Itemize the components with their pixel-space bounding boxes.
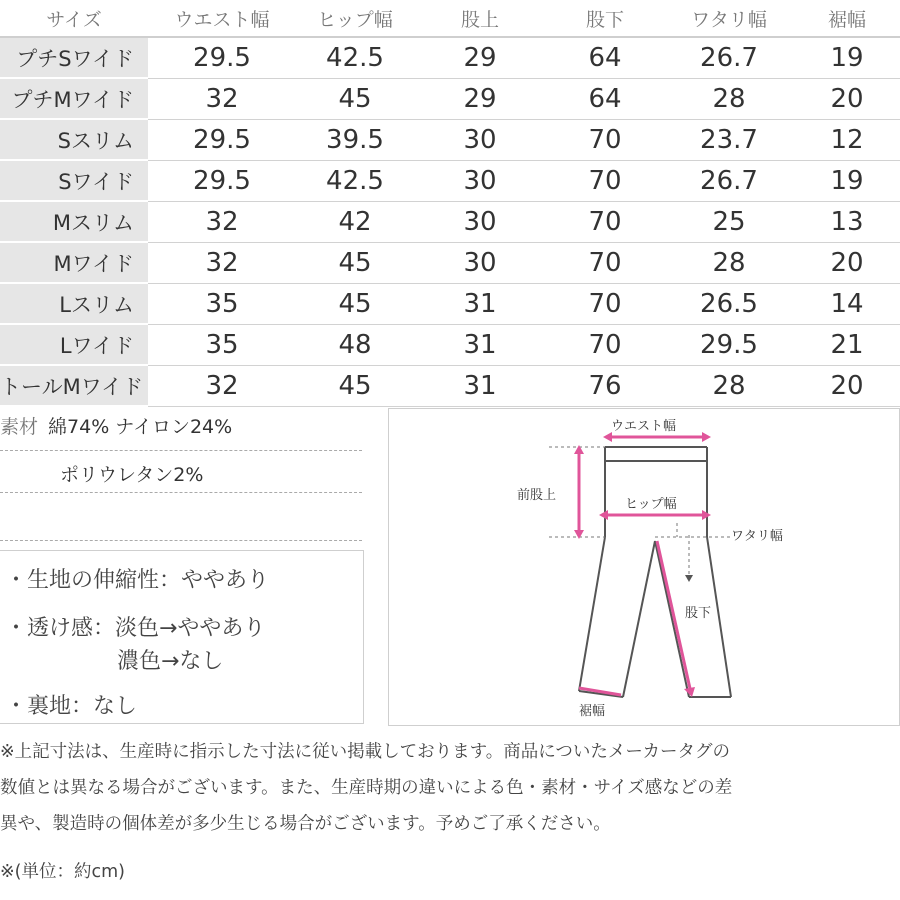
table-cell: 26.7 [664, 37, 794, 78]
label-front-rise: 前股上 [517, 488, 557, 503]
table-cell: 30 [414, 160, 546, 201]
table-cell: 21 [794, 324, 900, 365]
table-cell: 32 [148, 242, 296, 283]
material-line-1 [0, 412, 232, 439]
table-cell: 42.5 [296, 37, 414, 78]
table-cell: 26.7 [664, 160, 794, 201]
table-cell: 35 [148, 283, 296, 324]
row-size-label: Sスリム [0, 119, 148, 160]
table-cell: 20 [794, 78, 900, 119]
header-size: サイズ [0, 0, 148, 37]
table-row [0, 242, 900, 283]
table-cell: 70 [546, 283, 664, 324]
disclaimer-notes [0, 734, 900, 842]
table-cell: 32 [148, 201, 296, 242]
header-hip: ヒップ幅 [296, 0, 414, 37]
table-row [0, 365, 900, 406]
table-cell: 45 [296, 78, 414, 119]
row-size-label: Mスリム [0, 201, 148, 242]
stretch-text: ・生地の伸縮性：ややあり [5, 568, 270, 593]
table-cell: 20 [794, 365, 900, 406]
label-thigh: ワタリ幅 [731, 529, 783, 544]
label-waist: ウエスト幅 [611, 419, 677, 434]
row-size-label: Lスリム [0, 283, 148, 324]
table-cell: 39.5 [296, 119, 414, 160]
table-cell: 70 [546, 119, 664, 160]
table-row [0, 119, 900, 160]
table-cell: 28 [664, 78, 794, 119]
table-cell: 32 [148, 78, 296, 119]
arrow-down-icon [685, 575, 693, 582]
table-cell: 70 [546, 160, 664, 201]
row-size-label: Mワイド [0, 242, 148, 283]
table-cell: 45 [296, 242, 414, 283]
table-cell: 29.5 [664, 324, 794, 365]
table-cell: 31 [414, 365, 546, 406]
pants-outline [579, 447, 731, 697]
table-cell: 32 [148, 365, 296, 406]
header-waist: ウエスト幅 [148, 0, 296, 37]
table-row [0, 201, 900, 242]
label-hem: 裾幅 [579, 704, 606, 719]
table-cell: 19 [794, 37, 900, 78]
table-cell: 70 [546, 324, 664, 365]
table-cell: 76 [546, 365, 664, 406]
table-cell: 31 [414, 283, 546, 324]
table-header-row [0, 0, 900, 37]
table-row [0, 283, 900, 324]
table-cell: 64 [546, 78, 664, 119]
material-line-2: ポリウレタン2% [60, 464, 204, 486]
unit-note: ※(単位：約cm) [0, 862, 125, 882]
pants-illustration [389, 409, 900, 726]
header-thigh: ワタリ幅 [664, 0, 794, 37]
table-row [0, 37, 900, 78]
table-cell: 20 [794, 242, 900, 283]
row-size-label: プチSワイド [0, 37, 148, 78]
sheerness-text: ・透け感：淡色→ややあり [5, 616, 266, 641]
sheerness-dark-text: 濃色→なし [117, 649, 224, 674]
table-cell: 14 [794, 283, 900, 324]
table-cell: 42 [296, 201, 414, 242]
table-cell: 28 [664, 242, 794, 283]
table-cell: 23.7 [664, 119, 794, 160]
divider [0, 492, 362, 493]
table-cell: 30 [414, 242, 546, 283]
row-size-label: トールMワイド [0, 365, 148, 406]
fabric-properties-box [0, 550, 364, 724]
table-row [0, 78, 900, 119]
table-cell: 29.5 [148, 160, 296, 201]
divider [0, 540, 362, 541]
table-row [0, 160, 900, 201]
table-cell: 42.5 [296, 160, 414, 201]
material-label: 素材 [0, 416, 39, 438]
table-cell: 31 [414, 324, 546, 365]
arrow-heads [574, 432, 711, 697]
header-inseam: 股下 [546, 0, 664, 37]
label-hip: ヒップ幅 [625, 497, 677, 512]
table-cell: 13 [794, 201, 900, 242]
table-cell: 45 [296, 283, 414, 324]
table-cell: 45 [296, 365, 414, 406]
table-cell: 26.5 [664, 283, 794, 324]
row-size-label: Lワイド [0, 324, 148, 365]
lining-text: ・裏地：なし [5, 694, 138, 719]
table-cell: 64 [546, 37, 664, 78]
table-cell: 30 [414, 119, 546, 160]
table-cell: 28 [664, 365, 794, 406]
row-size-label: プチMワイド [0, 78, 148, 119]
header-hem: 裾幅 [794, 0, 900, 37]
header-rise: 股上 [414, 0, 546, 37]
note-line-1: ※上記寸法は、生産時に指示した寸法に従い掲載しております。商品についたメーカータグの [0, 742, 731, 762]
table-cell: 70 [546, 242, 664, 283]
table-cell: 25 [664, 201, 794, 242]
table-cell: 30 [414, 201, 546, 242]
table-cell: 29 [414, 78, 546, 119]
pants-measurement-diagram [388, 408, 900, 726]
note-line-2: 数値とは異なる場合がございます。また、生産時期の違いによる色・素材・サイズ感などの差 [0, 778, 733, 798]
material-composition: 綿74% ナイロン24% [48, 416, 233, 438]
note-line-3: 異や、製造時の個体差が多少生じる場合がございます。予めご了承ください。 [0, 814, 611, 834]
table-cell: 12 [794, 119, 900, 160]
table-cell: 48 [296, 324, 414, 365]
label-inseam: 股下 [685, 606, 712, 621]
table-row [0, 324, 900, 365]
table-cell: 29.5 [148, 119, 296, 160]
measurement-arrows [579, 437, 707, 695]
table-cell: 70 [546, 201, 664, 242]
size-table [0, 0, 900, 407]
table-cell: 35 [148, 324, 296, 365]
divider [0, 450, 362, 451]
row-size-label: Sワイド [0, 160, 148, 201]
table-cell: 19 [794, 160, 900, 201]
table-cell: 29.5 [148, 37, 296, 78]
table-cell: 29 [414, 37, 546, 78]
